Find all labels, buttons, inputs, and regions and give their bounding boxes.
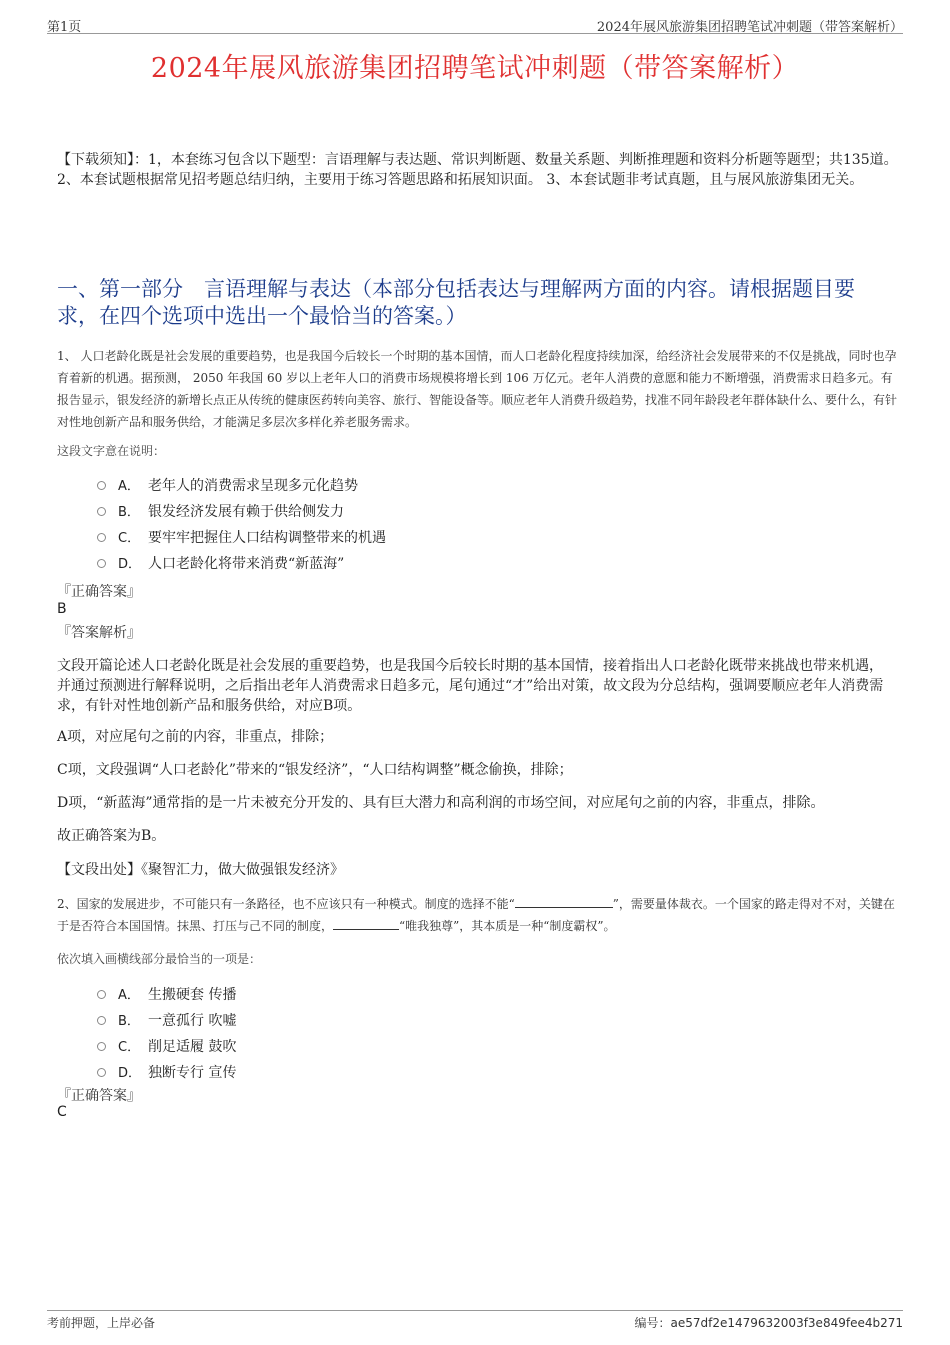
analysis-option-a: A项，对应尾句之前的内容，非重点，排除； xyxy=(57,729,334,745)
answer-value: B xyxy=(57,601,67,617)
question-2-text: 2、国家的发展进步，不可能只有一条路径，也不应该只有一种模式。制度的选择不能“ ”，需要量体裁衣。一个国家的路走得对不对，关键在于是否符合本国国情。抹黑、打压与己不同的制度， “唯我独尊”，其本质是一种“制度霸权”。 xyxy=(57,897,895,933)
footer-divider xyxy=(47,1310,903,1311)
section-heading: 一、第一部分 言语理解与表达（本部分包括表达与理解两方面的内容。请根据题目要求，在四个选项中选出一个最恰当的答案。） xyxy=(57,277,855,328)
answer-label: 『正确答案』 xyxy=(57,1088,141,1104)
question-1-options xyxy=(97,476,386,574)
question-2-options xyxy=(97,985,236,1083)
header-doc-title: 2024年展风旅游集团招聘笔试冲刺题（带答案解析） xyxy=(596,20,903,35)
option-c[interactable]: C． 削足适履 鼓吹 xyxy=(97,1037,236,1057)
analysis-option-d: D项，“新蓝海”通常指的是一片未被充分开发的、具有巨大潜力和高利润的市场空间，对应尾句之前的内容，非重点，排除。 xyxy=(57,795,825,811)
blank-2[interactable] xyxy=(333,917,399,930)
question-1-prompt: 这段文字意在说明： xyxy=(57,444,166,458)
page-title: 2024年展风旅游集团招聘笔试冲刺题（带答案解析） xyxy=(150,53,800,84)
question-2-prompt: 依次填入画横线部分最恰当的一项是： xyxy=(57,952,262,966)
answer-value: C xyxy=(57,1104,67,1120)
option-b[interactable]: B． 银发经济发展有赖于供给侧发力 xyxy=(97,502,386,522)
option-d[interactable]: D． 独断专行 宣传 xyxy=(97,1063,236,1083)
footer-code: 编号：ae57df2e1479632003f3e849fee4b271 xyxy=(634,1316,903,1330)
radio-icon[interactable] xyxy=(97,507,106,516)
radio-icon[interactable] xyxy=(97,1068,106,1077)
option-c[interactable]: C． 要牢牢把握住人口结构调整带来的机遇 xyxy=(97,528,386,548)
footer-slogan: 考前押题，上岸必备 xyxy=(47,1316,156,1330)
option-a[interactable]: A． 老年人的消费需求呈现多元化趋势 xyxy=(97,476,386,496)
analysis-paragraph: 文段开篇论述人口老龄化既是社会发展的重要趋势，也是我国今后较长时期的基本国情，接着指出人口老龄化既带来挑战也带来机遇，并通过预测进行解释说明，之后指出老年人消费需求日趋多元，尾句通过“才”给出对策，故文段为分总结构，强调要顺应老年人消费需求，有针对性地创新产品和服务供给，对应B项。 xyxy=(57,658,884,714)
analysis-conclusion: 故正确答案为B。 xyxy=(57,828,166,844)
header-divider xyxy=(47,33,903,34)
page-number: 第1页 xyxy=(47,20,82,35)
answer-label: 『正确答案』 xyxy=(57,584,141,600)
radio-icon[interactable] xyxy=(97,481,106,490)
radio-icon[interactable] xyxy=(97,1016,106,1025)
analysis-option-c: C项，文段强调“人口老龄化”带来的“银发经济”，“人口结构调整”概念偷换，排除； xyxy=(57,762,573,778)
radio-icon[interactable] xyxy=(97,990,106,999)
source-citation: 【文段出处】《聚智汇力，做大做强银发经济》 xyxy=(57,862,344,878)
option-a[interactable]: A． 生搬硬套 传播 xyxy=(97,985,236,1005)
analysis-label: 『答案解析』 xyxy=(57,625,141,641)
option-b[interactable]: B． 一意孤行 吹嘘 xyxy=(97,1011,236,1031)
option-d[interactable]: D． 人口老龄化将带来消费“新蓝海” xyxy=(97,554,386,574)
download-notice: 【下载须知】：1，本套练习包含以下题型：言语理解与表达题、常识判断题、数量关系题、判断推理题和资料分析题等题型；共135道。 2、本套试题根据常见招考题总结归纳，主要用于练习答题思路和拓展知识面。 3、本套试题非考试真题，且与展风旅游集团无关。 xyxy=(57,152,898,188)
radio-icon[interactable] xyxy=(97,533,106,542)
radio-icon[interactable] xyxy=(97,559,106,568)
radio-icon[interactable] xyxy=(97,1042,106,1051)
question-1-text: 1、 人口老龄化既是社会发展的重要趋势，也是我国今后较长一个时期的基本国情，而人口老龄化程度持续加深，给经济社会发展带来的不仅是挑战，同时也孕育着新的机遇。据预测， 2050 年我国 60 岁以上老年人口的消费市场规模将增长到 106 万亿元。老年人消费的意愿和能力不断增强，消费需求日趋多元。有报告显示，银发经济的新增长点正从传统的健康医药转向美容、旅行、智能设备等。顺应老年人消费升级趋势，找准不同年龄段老年群体缺什么、要什么，有针对性地创新产品和服务供给，才能满足多层次多样化养老服务需求。 xyxy=(57,349,898,429)
blank-1[interactable] xyxy=(515,895,613,908)
